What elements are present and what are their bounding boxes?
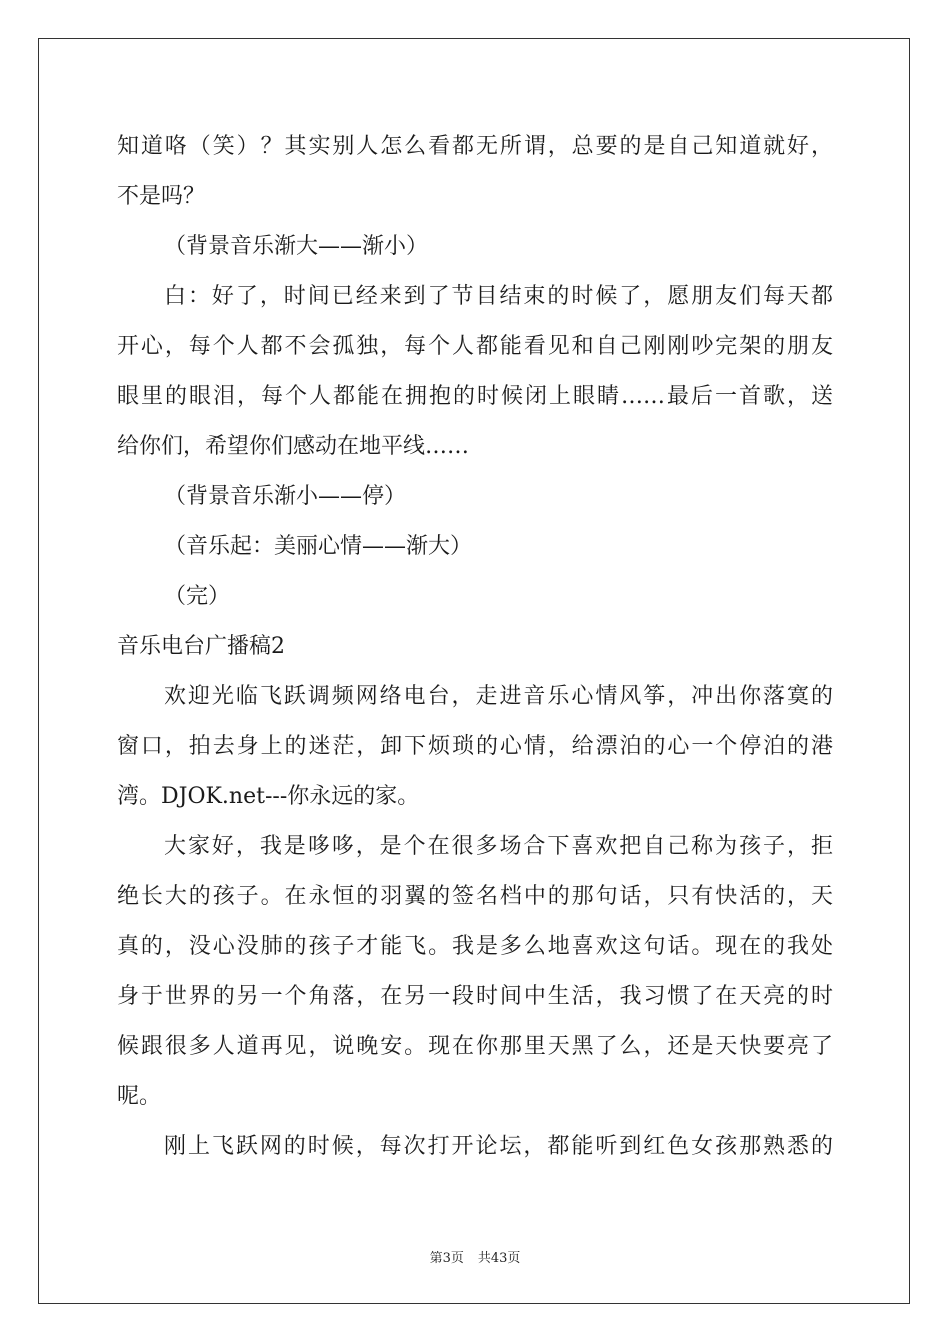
text-line: 白：好了，时间已经来到了节目结束的时候了，愿朋友们每天都 bbox=[164, 284, 833, 309]
text-line: 绝长大的孩子。在永恒的羽翼的签名档中的那句话，只有快活的，天 bbox=[117, 884, 833, 909]
stage-direction: （完） bbox=[164, 584, 231, 609]
document-body bbox=[117, 122, 833, 1172]
text-line: 大家好，我是哆哆，是个在很多场合下喜欢把自己称为孩子，拒 bbox=[164, 834, 833, 859]
text-line: 候跟很多人道再见，说晚安。现在你那里天黑了么，还是天快要亮了 bbox=[117, 1034, 833, 1059]
section-heading: 音乐电台广播稿2 bbox=[117, 634, 285, 659]
page-footer bbox=[0, 1247, 950, 1266]
stage-direction: （背景音乐渐大——渐小） bbox=[164, 234, 429, 259]
text-line: 身于世界的另一个角落，在另一段时间中生活，我习惯了在天亮的时 bbox=[117, 984, 833, 1009]
text-line: 开心，每个人都不会孤独，每个人都能看见和自己刚刚吵完架的朋友 bbox=[117, 334, 833, 359]
text-line: 呢。 bbox=[117, 1084, 162, 1109]
text-line: 知道咯（笑）？其实别人怎么看都无所谓，总要的是自己知道就好， bbox=[117, 134, 833, 159]
text-line: 眼里的眼泪，每个人都能在拥抱的时候闭上眼睛……最后一首歌，送 bbox=[117, 384, 833, 409]
text-line: 刚上飞跃网的时候，每次打开论坛，都能听到红色女孩那熟悉的 bbox=[164, 1134, 833, 1159]
text-line: 欢迎光临飞跃调频网络电台，走进音乐心情风筝，冲出你落寞的 bbox=[164, 684, 833, 709]
stage-direction: （音乐起：美丽心情——渐大） bbox=[164, 534, 473, 559]
page-total: 共43页 bbox=[477, 1251, 521, 1266]
text-line: 湾。DJOK.net---你永远的家。 bbox=[117, 784, 420, 809]
text-line: 给你们，希望你们感动在地平线…… bbox=[117, 434, 470, 459]
page-number: 第3页 bbox=[429, 1251, 464, 1266]
text-line: 真的，没心没肺的孩子才能飞。我是多么地喜欢这句话。现在的我处 bbox=[117, 934, 833, 959]
text-line: 窗口，拍去身上的迷茫，卸下烦琐的心情，给漂泊的心一个停泊的港 bbox=[117, 734, 833, 759]
stage-direction: （背景音乐渐小——停） bbox=[164, 484, 407, 509]
text-line: 不是吗？ bbox=[117, 184, 206, 209]
